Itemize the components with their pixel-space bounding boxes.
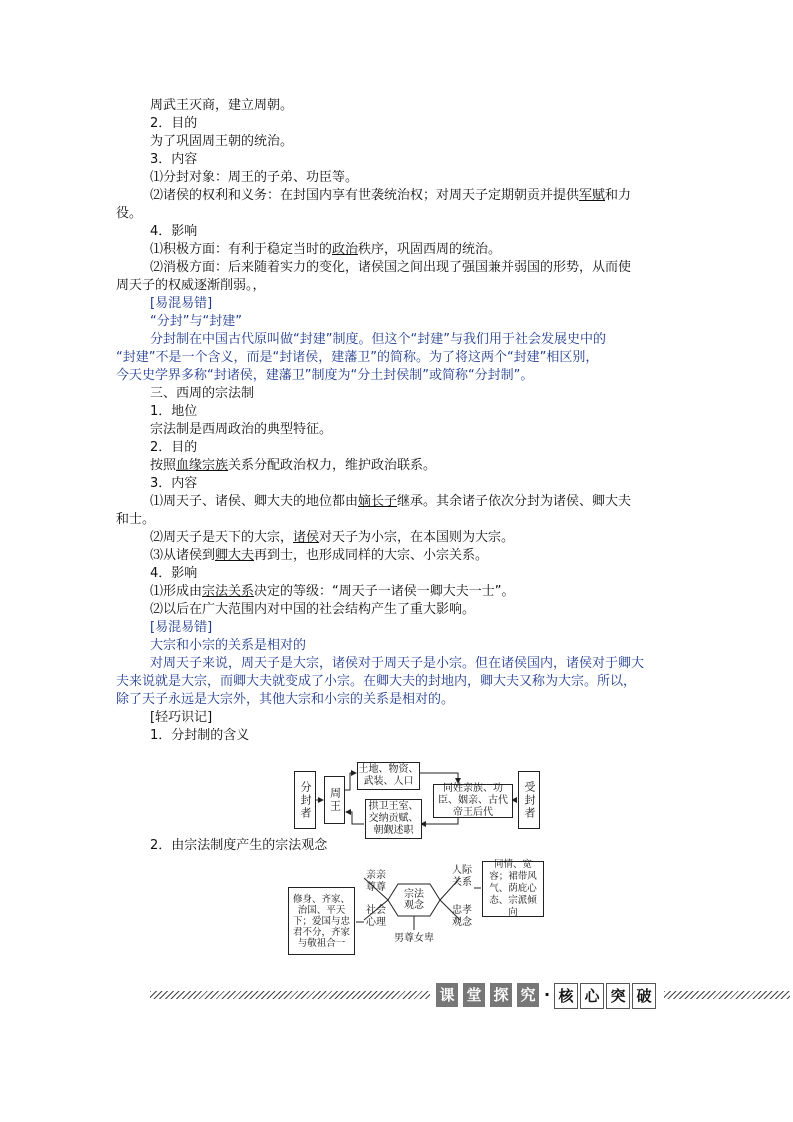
text-line: ⑵以后在广大范围内对中国的社会结构产生了重大影响。 xyxy=(150,602,476,617)
label-nanzun: 男尊女卑 xyxy=(394,933,434,944)
text-line: 1．地位 xyxy=(150,404,198,419)
text-span: ⑵诸侯的权利和义务：在封国内享有世袭统治权；对周天子定期朝贡并提供 xyxy=(150,188,580,203)
banner-char: 探 xyxy=(490,983,512,1007)
text-span: 关系分配政治权力，维护政治联系。 xyxy=(228,458,437,473)
text-span: ⑴周天子、诸侯、卿大夫的地位都由 xyxy=(150,494,359,509)
banner-char: 突 xyxy=(606,983,630,1009)
banner-char: 课 xyxy=(436,983,458,1007)
label-zunzun: 尊尊 xyxy=(366,882,386,893)
label-qinqin: 亲亲 xyxy=(366,870,386,881)
text-line: 三、西周的宗法制 xyxy=(150,386,255,401)
center-label: 宗法观念 xyxy=(404,889,424,911)
text-line: 4．影响 xyxy=(150,566,198,581)
recipients-box: 同姓亲族、功臣、姻亲、古代帝王后代 xyxy=(433,784,513,818)
text-line: 和士。 xyxy=(116,512,156,527)
text-line: 役。 xyxy=(116,206,143,221)
resources-box: 土地、物资、武装、人口 xyxy=(357,762,420,790)
behavior-box: 修身、齐家、治国、平天下；爱国与忠君不分，齐家与敬祖合一 xyxy=(288,887,355,955)
underlined-term: 卿大夫 xyxy=(215,548,255,563)
text-line: “封建”不是一个含义，而是“封诸侯，建藩卫”的简称。为了将这两个“封建”相区别， xyxy=(116,350,599,365)
text-line: 4．影响 xyxy=(150,224,198,239)
text-line: 除了天子永远是大宗外，其他大宗和小宗的关系是相对的。 xyxy=(116,692,455,707)
attitude-box: 同情、宽容；裙带风气、荫庇心态、宗派倾向 xyxy=(482,861,544,917)
text-line: 1．分封制的含义 xyxy=(150,728,250,743)
shoufengzhe-box: 受封者 xyxy=(518,771,540,829)
section-banner xyxy=(150,983,790,1009)
banner-char: 破 xyxy=(632,983,656,1009)
text-line: [轻巧识记] xyxy=(150,710,213,725)
text-line: 3．内容 xyxy=(150,476,198,491)
label-guanxi: 关系 xyxy=(452,877,472,888)
label-guannian: 观念 xyxy=(452,917,472,928)
label-shehui: 社会 xyxy=(366,905,386,916)
text-line: 分封制在中国古代原叫做“封建”制度。但这个“封建”与我们用于社会发展史中的 xyxy=(150,332,606,347)
underlined-term: 嫡长子 xyxy=(358,494,398,509)
text-span: 决定的等级：“周天子一诸侯一卿大夫一士”。 xyxy=(254,584,515,599)
text-line: 夫来说就是大宗，而卿大夫就变成了小宗。在卿大夫的封地内，卿大夫又称为大宗。所以， xyxy=(116,674,637,689)
text-line: 周天子的权威逐渐削弱。， xyxy=(116,278,266,293)
label-renji: 人际 xyxy=(452,865,472,876)
banner-char: 究 xyxy=(517,983,539,1007)
label-xinli: 心理 xyxy=(366,917,386,928)
text-span: 继承。其余诸子依次分封为诸侯、卿大夫 xyxy=(397,494,632,509)
arrow-connector xyxy=(419,773,458,783)
underlined-term: 宗法关系 xyxy=(202,584,255,599)
duties-box: 拱卫王室、交纳贡赋、朝觐述职 xyxy=(365,799,422,839)
text-span: 按照 xyxy=(150,458,177,473)
text-line: 2．目的 xyxy=(150,116,198,131)
hatch-decoration xyxy=(664,991,790,999)
text-line: 周武王灭商，建立周朝。 xyxy=(150,98,294,113)
banner-char: 核 xyxy=(554,983,578,1009)
banner-dot: · xyxy=(543,985,551,1004)
underlined-term: 诸侯 xyxy=(293,530,320,545)
label-zhongxiao: 忠孝 xyxy=(452,905,472,916)
text-span: ⑵周天子是天下的大宗， xyxy=(150,530,294,545)
text-span: ⑴形成由 xyxy=(150,584,203,599)
text-span: 和力 xyxy=(605,188,632,203)
underlined-term: 政治 xyxy=(332,242,359,257)
fenfengzhe-box: 分封者 xyxy=(294,771,316,829)
text-line: 3．内容 xyxy=(150,152,198,167)
text-line: 2．由宗法制度产生的宗法观念 xyxy=(150,838,328,853)
arrow-connector xyxy=(346,812,364,824)
text-span: ⑴积极方面：有利于稳定当时的 xyxy=(150,242,333,257)
banner-char: 堂 xyxy=(463,983,485,1007)
hatch-decoration xyxy=(150,991,430,999)
text-line: [易混易错] xyxy=(150,296,213,311)
text-line: [易混易错] xyxy=(150,620,213,635)
underlined-term: 军赋 xyxy=(579,188,606,203)
text-line: 今天史学界多称“封诸侯，建藩卫”制度为“分土封侯制”或简称“分封制”。 xyxy=(116,368,534,383)
text-line: 大宗和小宗的关系是相对的 xyxy=(150,638,307,653)
text-line: ⑵消极方面：后来随着实力的变化，诸侯国之间出现了强国兼并弱国的形势，从而使 xyxy=(150,260,632,275)
text-span: 再到士，也形成同样的大宗、小宗关系。 xyxy=(254,548,489,563)
text-line: 对周天子来说，周天子是大宗，诸侯对于周天子是小宗。但在诸侯国内，诸侯对于卿大 xyxy=(150,656,645,671)
arrow-connector xyxy=(344,773,356,790)
text-span: 对天子为小宗，在本国则为大宗。 xyxy=(319,530,515,545)
text-span: ⑶从诸侯到 xyxy=(150,548,216,563)
text-span: 秩序，巩固西周的统治。 xyxy=(358,242,502,257)
banner-char: 心 xyxy=(580,983,604,1009)
text-line: 2．目的 xyxy=(150,440,198,455)
text-line: 为了巩固周王朝的统治。 xyxy=(150,134,294,149)
text-line: “分封”与“封建” xyxy=(150,314,242,329)
text-line: ⑴分封对象：周王的子弟、功臣等。 xyxy=(150,170,359,185)
underlined-term: 血缘宗族 xyxy=(176,458,229,473)
zhouwang-box: 周王 xyxy=(324,776,345,824)
text-line: 宗法制是西周政治的典型特征。 xyxy=(150,422,333,437)
